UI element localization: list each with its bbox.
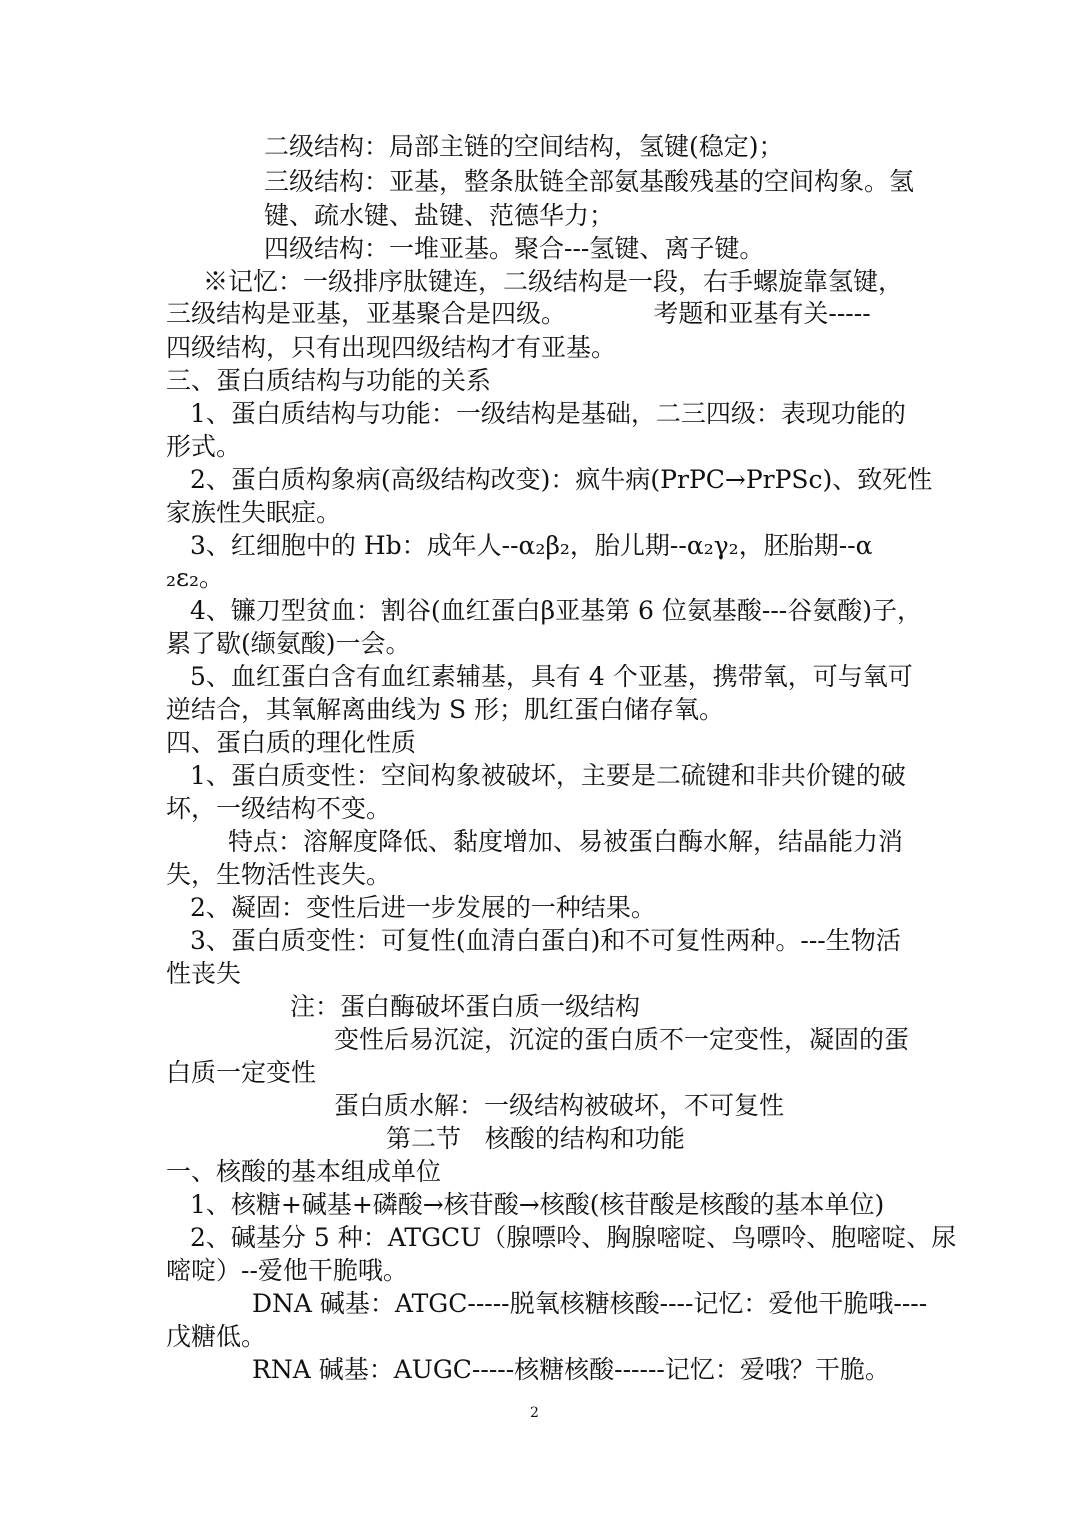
text-line: 戊糖低。	[166, 1322, 267, 1351]
text-line: DNA 碱基：ATGC-----脱氧核糖核酸----记忆：爱他干脆哦----	[252, 1289, 928, 1318]
text-line: 2、碱基分 5 种：ATGCU（腺嘌呤、胸腺嘧啶、鸟嘌呤、胞嘧啶、尿	[190, 1223, 957, 1252]
text-line: 4、镰刀型贫血：割谷(血红蛋白β亚基第 6 位氨基酸---谷氨酸)子，	[190, 596, 923, 625]
text-line: 键、疏水键、盐键、范德华力；	[264, 201, 615, 230]
text-line: RNA 碱基：AUGC-----核糖核酸------记忆：爱哦？干脆。	[252, 1355, 890, 1384]
text-line: 性丧失	[166, 959, 242, 988]
chapter-title: 第二节 核酸的结构和功能	[386, 1124, 685, 1153]
section-heading: 三、蛋白质结构与功能的关系	[166, 366, 492, 395]
text-line: ※记忆：一级排序肽键连，二级结构是一段，右手螺旋靠氢键，	[203, 267, 904, 296]
note-line: 变性后易沉淀，沉淀的蛋白质不一定变性，凝固的蛋	[334, 1025, 910, 1054]
text-line: 1、蛋白质变性：空间构象被破坏，主要是二硫键和非共价键的破	[190, 761, 906, 790]
text-line: 三级结构：亚基，整条肽链全部氨基酸残基的空间构象。氢	[264, 167, 915, 196]
text-line: 四级结构：一堆亚基。聚合---氢键、离子键。	[264, 234, 765, 263]
text-line: 5、血红蛋白含有血红素辅基，具有 4 个亚基，携带氧，可与氧可	[190, 662, 913, 691]
text-line: 1、蛋白质结构与功能：一级结构是基础，二三四级：表现功能的	[190, 399, 906, 428]
section-heading: 四、蛋白质的理化性质	[166, 728, 417, 757]
text-line: 逆结合，其氧解离曲线为 S 形；肌红蛋白储存氧。	[166, 695, 725, 724]
note-line: 注：蛋白酶破坏蛋白质一级结构	[290, 992, 641, 1021]
text-line: 3、蛋白质变性：可复性(血清白蛋白)和不可复性两种。---生物活	[190, 926, 901, 955]
text-line: 家族性失眠症。	[166, 498, 342, 527]
text-line: 三级结构是亚基，亚基聚合是四级。 考题和亚基有关-----	[166, 299, 871, 328]
text-line: 失，生物活性丧失。	[166, 860, 392, 889]
text-line: 累了歇(缬氨酸)一会。	[166, 629, 411, 658]
text-line: ₂ε₂。	[166, 563, 224, 592]
note-line: 白质一定变性	[166, 1058, 317, 1087]
text-line: 形式。	[166, 432, 242, 461]
text-line: 2、凝固：变性后进一步发展的一种结果。	[190, 893, 656, 922]
text-line: 二级结构：局部主链的空间结构，氢键(稳定)；	[264, 132, 784, 161]
note-line: 蛋白质水解：一级结构被破坏，不可复性	[334, 1091, 785, 1120]
text-line: 3、红细胞中的 Hb：成年人--α₂β₂，胎儿期--α₂γ₂，胚胎期--α	[190, 531, 873, 560]
text-line: 1、核糖+碱基+磷酸→核苷酸→核酸(核苷酸是核酸的基本单位)	[190, 1190, 885, 1219]
text-line: 特点：溶解度降低、黏度增加、易被蛋白酶水解，结晶能力消	[228, 827, 904, 856]
page-number: 2	[530, 1405, 539, 1421]
text-line: 2、蛋白质构象病(高级结构改变)：疯牛病(PrPC→PrPSc)、致死性	[190, 465, 933, 494]
text-line: 四级结构，只有出现四级结构才有亚基。	[166, 333, 617, 362]
section-heading: 一、核酸的基本组成单位	[166, 1157, 442, 1186]
text-line: 坏，一级结构不变。	[166, 794, 392, 823]
text-line: 嘧啶）--爱他干脆哦。	[166, 1256, 408, 1285]
